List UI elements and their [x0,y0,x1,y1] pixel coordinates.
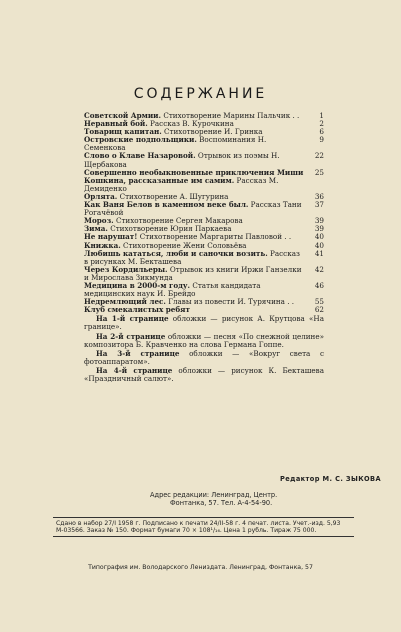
toc-page-number: 6 [319,127,324,137]
imprint-line: Сдано в набор 27/I 1958 г. Подписано к печати 24/II-58 г. 4 печат. листа. Учет.-изд. 5,93 [56,520,341,527]
toc-entry-title: Недремлющий лес. [84,297,166,307]
cover-note [84,367,324,383]
cover-note-text: обложки — рисунок А. Крутцова «На границе». [84,314,324,332]
toc-entry-title: Товарищ капитан. [84,127,162,137]
toc-entry-author: Рассказ Тани Рогачёвой [84,200,302,218]
toc-entry-title: Зима. [84,224,108,234]
toc-page-number: 22 [314,151,324,161]
toc-entry-author: Стихотворение Марины Пальчик . . [161,111,300,120]
toc-entry-text [84,282,310,298]
toc-entry-text [84,201,310,217]
toc-entry-title: Орлята. [84,191,118,201]
cover-note-label: На 1-й странице [96,314,169,324]
cover-note [84,333,324,349]
toc-entry [84,201,324,217]
cover-note [84,350,324,366]
toc-entry-author: Рассказ М. Демиденко [84,175,279,193]
toc-entry [84,152,324,168]
toc-entry-title: Клуб смекалистых ребят [84,305,190,315]
cover-note-label: На 4-й странице [96,365,173,375]
editor-credit: Редактор М. С. ЗЫКОВА [280,475,381,483]
toc-entry-title: Как Ваня Белов в каменном веке был. [84,200,249,210]
cover-note-text: обложки — «Вокруг света с фотоаппаратом». [84,348,324,366]
toc-entry-title: Мороз. [84,216,114,226]
toc-page-number: 41 [314,248,324,258]
toc-page-number: 42 [314,264,324,274]
toc-entry [84,266,324,282]
cover-note-label: На 3-й странице [96,348,180,358]
imprint-line: М-03566. Заказ № 150. Формат бумаги 70 × 108¹/₁₆. Цена 1 рубль. Тираж 75 000. [56,527,317,535]
toc-entry-author: Стихотворение Юрия Паркаева [107,224,232,234]
toc-entry-author: Стихотворение А. Шугурина [117,191,229,201]
toc-entry-title: Медицина в 2000-м году. [84,280,191,290]
toc-entry-title: Слово о Клаве Назаровой. [84,151,196,161]
toc-entry [84,250,324,266]
toc-entry-author: Рассказ в рисунках М. Бекташева [84,248,300,266]
toc-page-number: 36 [314,191,324,201]
toc-entry-title: Через Кордильеры. [84,264,168,274]
editorial-address [150,491,277,507]
toc-page-number: 62 [314,305,324,315]
toc-entry-author: Отрывок из книги Иржи Ганзелки и Мирослава Зикмунда [84,264,302,282]
toc-page-number: 55 [314,297,324,307]
toc-page-number: 40 [314,232,324,242]
toc-entry-author: Отрывок из поэмы Н. Щербакова [84,151,280,169]
toc-page-number: 1 [319,111,324,120]
toc-entry-author: Стихотворение И. Гринка [161,127,263,137]
toc-entry-title: Неравный бой. [84,119,148,129]
toc-page-number: 46 [314,280,324,290]
address-line: Фонтанка, 57. Тел. А-4-54-90. [170,499,273,507]
toc-page-number: 39 [314,224,324,234]
toc-page-number: 25 [314,167,324,177]
toc-page-number: 2 [319,119,324,129]
toc-entry-author: Стихотворение Жени Соловьёва [120,240,247,250]
toc-entry-title: Совершенно необыкновенные приключения Миши Кошкина, рассказанные им самим. [84,167,304,185]
address-line: Адрес редакции: Ленинград, Центр. [150,491,278,499]
toc-entry [84,136,324,152]
page-title: СОДЕРЖАНИЕ [133,86,268,102]
table-of-contents [84,112,324,383]
toc-entry-text [84,152,310,168]
printing-house: Типография им. Володарского Лениздата. Ленинград, Фонтанка, 57 [88,564,313,571]
toc-entry-title: Советской Армии. [84,111,162,120]
toc-page-number: 39 [314,216,324,226]
toc-entry-author: Стихотворение Сергея Макарова [113,216,243,226]
toc-entry-text [84,306,310,314]
toc-entry-text [84,136,310,152]
toc-entry-title: Любишь кататься, люби и саночки возить. [84,248,268,258]
toc-entry-author: Рассказ В. Курочкина [147,119,234,129]
toc-entry [84,282,324,298]
imprint [56,520,356,535]
divider [53,517,354,518]
toc-page-number: 40 [314,240,324,250]
toc-page-number: 37 [314,200,324,210]
cover-note-text: обложки — песня «По снежной целине» композитора Б. Кравченко на слова Германа Гоппе. [84,331,324,349]
cover-note-label: На 2-й странице [96,331,166,341]
toc-entry-author: Воспоминания Н. Семенкова [84,135,267,153]
toc-entry-text [84,169,310,193]
toc-entry-author: Главы из повести И. Турячина . . [165,297,295,307]
toc-entry-text [84,266,310,282]
cover-note-text: обложки — рисунок К. Бекташева «Праздничный салют». [84,365,324,383]
toc-entry [84,306,324,314]
toc-entry-title: Островские подпольщики. [84,135,197,145]
toc-entry-text [84,250,310,266]
divider [53,536,354,537]
toc-entry-title: Не нарушат! [84,232,138,242]
toc-entry-title: Книжка. [84,240,121,250]
toc-page-number: 9 [319,135,324,145]
cover-note [84,315,324,331]
toc-entry [84,169,324,193]
toc-entry-author: Стихотворение Маргариты Павловой . . [137,232,292,242]
toc-entry-author: Статья кандидата медицинских наук И. Брейдо [84,280,261,299]
